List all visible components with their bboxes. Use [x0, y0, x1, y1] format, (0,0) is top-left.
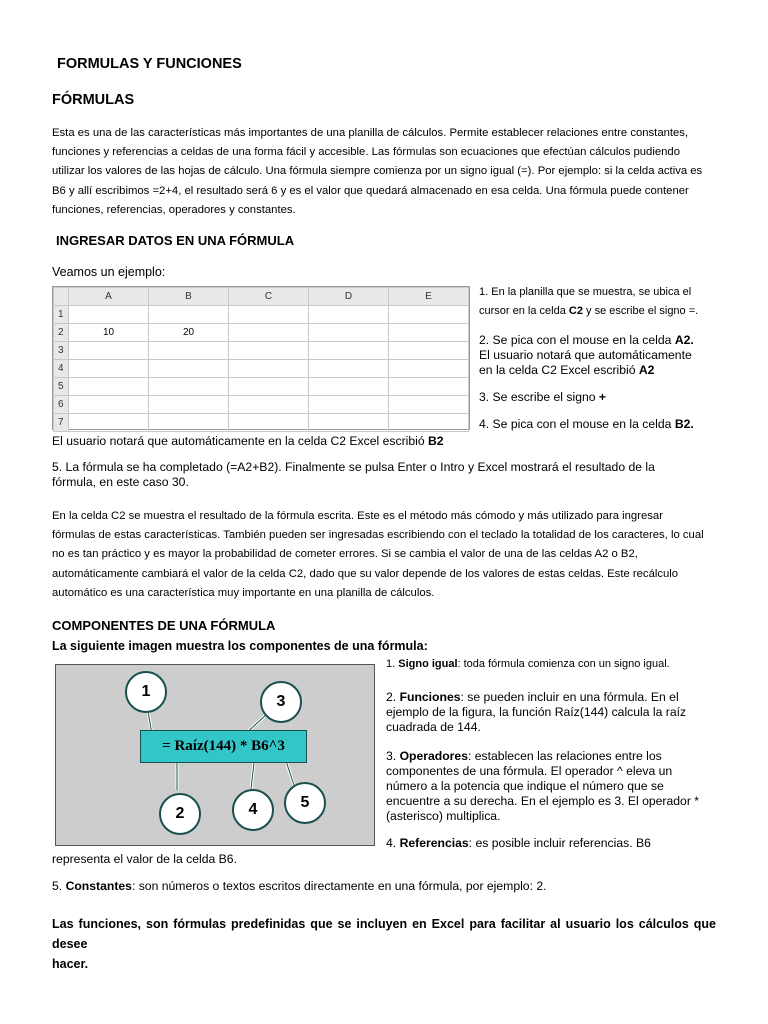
intro-line: Esta es una de las características más importantes de una planilla de cálculos. Permite establecer relaciones entre constantes,: [52, 127, 689, 139]
callout-2: 2: [159, 793, 201, 835]
sheet-row: [54, 414, 469, 432]
document-title: FORMULAS Y FUNCIONES: [57, 56, 242, 72]
callout-3: 3: [260, 681, 302, 723]
column-header: D: [309, 288, 389, 306]
column-header: B: [149, 288, 229, 306]
row-number: 6: [54, 396, 69, 414]
section-heading-formulas: FÓRMULAS: [52, 92, 135, 108]
note-b2: El usuario notará que automáticamente en la celda C2 Excel escribió B2: [52, 434, 444, 448]
row-number: 2: [54, 324, 69, 342]
method-paragraph: En la celda C2 se muestra el resultado de la fórmula escrita. Este es el método más cómodo y más utilizado para ingresar fórmulas de estas características. También pueden ser ingresadas escribiendo con el teclado la totalidad de los caracteres, lo cual no es tan práctico y es mayor la probabilidad de cometer errores. Si se cambia el valor de una de las celdas A2 o B2, automáticamente cambiará el valor de la celda C2, dado que su valor depende de los valores de estas celdas. Este recálculo automático es una característica muy importante en una planilla de cálculos.: [52, 510, 704, 599]
component-5: 5. Constantes: son números o textos escritos directamente en una fórmula, por ejemplo: 2.: [52, 879, 547, 893]
callout-5: 5: [284, 782, 326, 824]
row-number: 5: [54, 378, 69, 396]
step-2: 2. Se pica con el mouse en la celda A2. El usuario notará que automáticamente en la celda C2 Excel escribió A2: [479, 333, 694, 377]
row-number: 3: [54, 342, 69, 360]
step-5: 5. La fórmula se ha completado (=A2+B2). Finalmente se pulsa Enter o Intro y Excel mostrará el resultado de la fórmula, en este caso 30.: [52, 460, 655, 489]
components-subheading: La siguiente imagen muestra los componentes de una fórmula:: [52, 639, 428, 653]
sheet-row: [54, 360, 469, 378]
component-4-continued: representa el valor de la celda B6.: [52, 852, 237, 866]
corner-cell: [54, 288, 69, 306]
component-3: 3. Operadores: establecen las relaciones entre los componentes de una fórmula. El operador ^ eleva un número a la potencia que indique el número que se encuentre a su derecha. En el ejemplo es 3. El operador * (asterisco) multiplica.: [386, 749, 700, 823]
cell-b2: 20: [149, 324, 229, 342]
sheet-row: [54, 378, 469, 396]
row-number: 1: [54, 306, 69, 324]
example-label: Veamos un ejemplo:: [52, 265, 166, 279]
column-header: C: [229, 288, 309, 306]
intro-line: utilizar los valores de las hojas de cálculo. Una fórmula siempre comienza por un signo igual (=). Por ejemplo: si la celda activa es: [52, 165, 703, 178]
intro-line: funciones, referencias, operadores y constantes.: [52, 203, 296, 216]
step-3: 3. Se escribe el signo +: [479, 390, 607, 404]
sheet-row: [54, 342, 469, 360]
spreadsheet-example: [52, 286, 470, 430]
component-1: 1. Signo igual: toda fórmula comienza con un signo igual.: [386, 658, 670, 670]
intro-line: B6 y allí escribimos =2+4, el resultado será 6 y es el valor que quedará almacenado en esa celda. Una fórmula puede contener: [52, 184, 689, 197]
formula-components-figure: [55, 664, 375, 846]
formula-box: = Raíz(144) * B6^3: [140, 730, 307, 763]
section-heading-ingresar: INGRESAR DATOS EN UNA FÓRMULA: [56, 233, 295, 248]
step-4: 4. Se pica con el mouse en la celda B2.: [479, 417, 694, 431]
functions-definition: Las funciones, son fórmulas predefinidas que se incluyen en Excel para facilitar al usuario los cálculos que desee hacer.: [52, 917, 716, 971]
row-number: 4: [54, 360, 69, 378]
callout-4: 4: [232, 789, 274, 831]
row-number: 7: [54, 414, 69, 432]
column-header: E: [389, 288, 469, 306]
cell-a2: 10: [69, 324, 149, 342]
sheet-row: [54, 324, 469, 342]
component-2: 2. Funciones: se pueden incluir en una fórmula. En el ejemplo de la figura, la función Raíz(144) calcula la raíz cuadrada de 144.: [386, 690, 687, 734]
column-header: A: [69, 288, 149, 306]
step-1: 1. En la planilla que se muestra, se ubica el cursor en la celda C2 y se escribe el signo =.: [479, 286, 699, 317]
intro-paragraph: [52, 124, 716, 220]
sheet-row: [54, 396, 469, 414]
callout-1: 1: [125, 671, 167, 713]
section-heading-componentes: COMPONENTES DE UNA FÓRMULA: [52, 618, 276, 633]
component-4: 4. Referencias: es posible incluir referencias. B6: [386, 836, 651, 850]
sheet-row: [54, 306, 469, 324]
intro-line: funciones y referencias a celdas de una forma fácil y accesible. Las fórmulas son ecuaciones que efectúan cálculos pudiendo: [52, 146, 680, 159]
